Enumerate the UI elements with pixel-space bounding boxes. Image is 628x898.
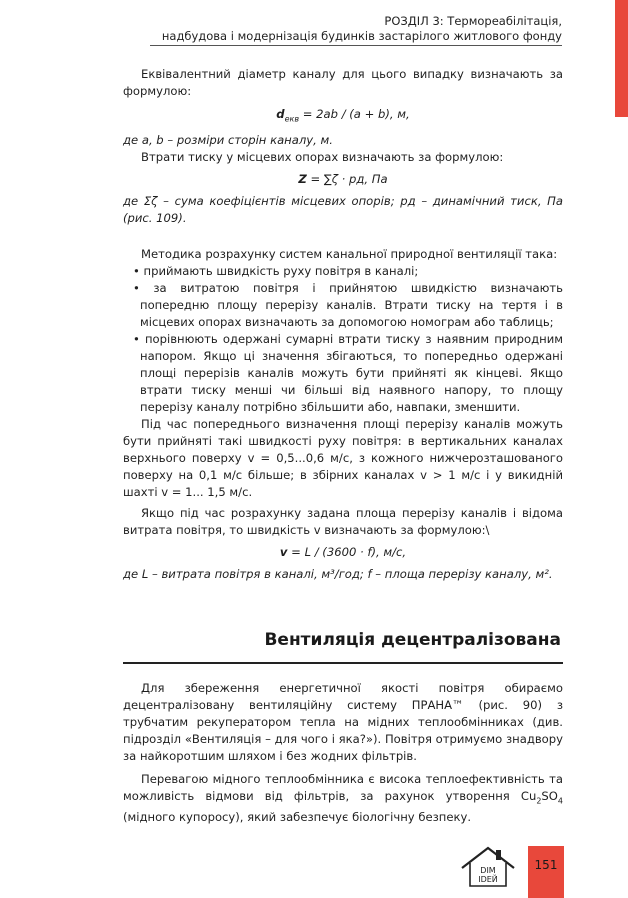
formula-subscript-4: 4: [557, 796, 563, 806]
paragraph-5: Методика розрахунку систем канальної природної вентиляції така:: [141, 247, 558, 261]
text-block-3: [123, 680, 563, 826]
page-number: 151: [534, 858, 558, 872]
formula-1-expression: = 2ab / (a + b), м,: [299, 107, 410, 121]
bullet-2: • за витратою повітря і прийнятою швидкістю визначають попередню площу перерізу каналів. Втрати тиску на тертя і в місцевих опорах визначають за допомогою номограм або таблиць;: [133, 281, 563, 329]
paragraph-10-part-c: (мідного купоросу), який забезпечує біологічну безпеку.: [123, 810, 472, 825]
text-block-1: [123, 66, 563, 227]
formula-1: [123, 106, 563, 127]
section-rule: [123, 662, 563, 664]
bullet-1: • приймають швидкість руху повітря в каналі;: [133, 264, 419, 278]
formula-2-variable: Z: [298, 172, 307, 187]
header-line-2: надбудова і модернізація будинків застарілого житлового фонду: [161, 29, 562, 43]
logo-text-bottom: IDEЙ: [478, 875, 498, 884]
paragraph-4: де Σζ – сума коефіцієнтів місцевих опорів; pд – динамічний тиск, Па (рис. 109).: [123, 194, 563, 226]
bullet-3: • порівнюють одержані сумарні втрати тиску з наявним природним напором. Якщо ці значення збігаються, то попередньо одержані площі перерізів каналів можуть бути прийняті як кінцеві. Якщо втрати тиску менші чи більші від наявного напору, то площу перерізу каналу потрібно збільшити або, навпаки, зменшити.: [133, 332, 563, 414]
formula-3-expression: = L / (3600 · f), м/с,: [287, 545, 407, 559]
formula-1-variable: d: [276, 107, 285, 121]
running-header: [162, 14, 562, 44]
paragraph-10: [123, 771, 563, 826]
paragraph-9: Для збереження енергетичної якості повітря обираємо децентралізовану вентиляційну систему ПРАНА™ (рис. 90) з трубчатим рекуператором тепла на мідних теплообмінниках (див. підрозділ «Вентиляція – для чого і яка?»). Повітря отримуємо знадвору за найкоротшим шляхом і без жодних фільтрів.: [123, 681, 563, 763]
paragraph-8: де L – витрата повітря в каналі, м³/год; f – площа перерізу каналу, м².: [123, 567, 553, 581]
text-block-2: [123, 246, 563, 583]
formula-2: [123, 171, 563, 188]
formula-1-subscript: екв: [284, 114, 300, 124]
logo-text-top: DIM: [480, 866, 496, 875]
formula-3: [123, 544, 563, 561]
page-number-box: [528, 846, 564, 898]
house-logo-icon: [458, 842, 518, 894]
paragraph-10-part-a: Перевагою мідного теплообмінника є висока теплоефективність та можливість відмови від фільтрів, за рахунок утворення Cu: [123, 772, 563, 803]
formula-2-expression: = ∑ζ · pд, Па: [306, 172, 388, 187]
paragraph-10-part-b: SO: [541, 789, 558, 803]
paragraph-6: Під час попереднього визначення площі перерізу каналів можуть бути прийняті такі швидкості руху повітря: в вертикальних каналах верхнього поверху v = 0,5...0,6 м/с, з кожного нижчерозташованого поверху на 0,1 м/с більше; в збірних каналах v > 1 м/с і у викидній шахті v = 1... 1,5 м/с.: [123, 417, 563, 499]
paragraph-3: Втрати тиску у місцевих опорах визначають за формулою:: [141, 150, 504, 165]
paragraph-2: де a, b – розміри сторін каналу, м.: [123, 133, 333, 148]
header-rule: [150, 45, 562, 46]
header-line-1: РОЗДІЛ 3: Термореабілітація,: [384, 14, 562, 28]
formula-subscript-2: 2: [536, 796, 542, 806]
section-title: Вентиляція децентралізована: [264, 630, 561, 650]
paragraph-7: Якщо під час розрахунку задана площа перерізу каналів і відома витрата повітря, то швидкість v визначають за формулою:\: [123, 506, 563, 537]
formula-3-variable: v: [279, 545, 288, 559]
accent-bar: [615, 0, 628, 117]
paragraph-1: Еквівалентний діаметр каналу для цього випадку визначають за формулою:: [123, 67, 563, 98]
